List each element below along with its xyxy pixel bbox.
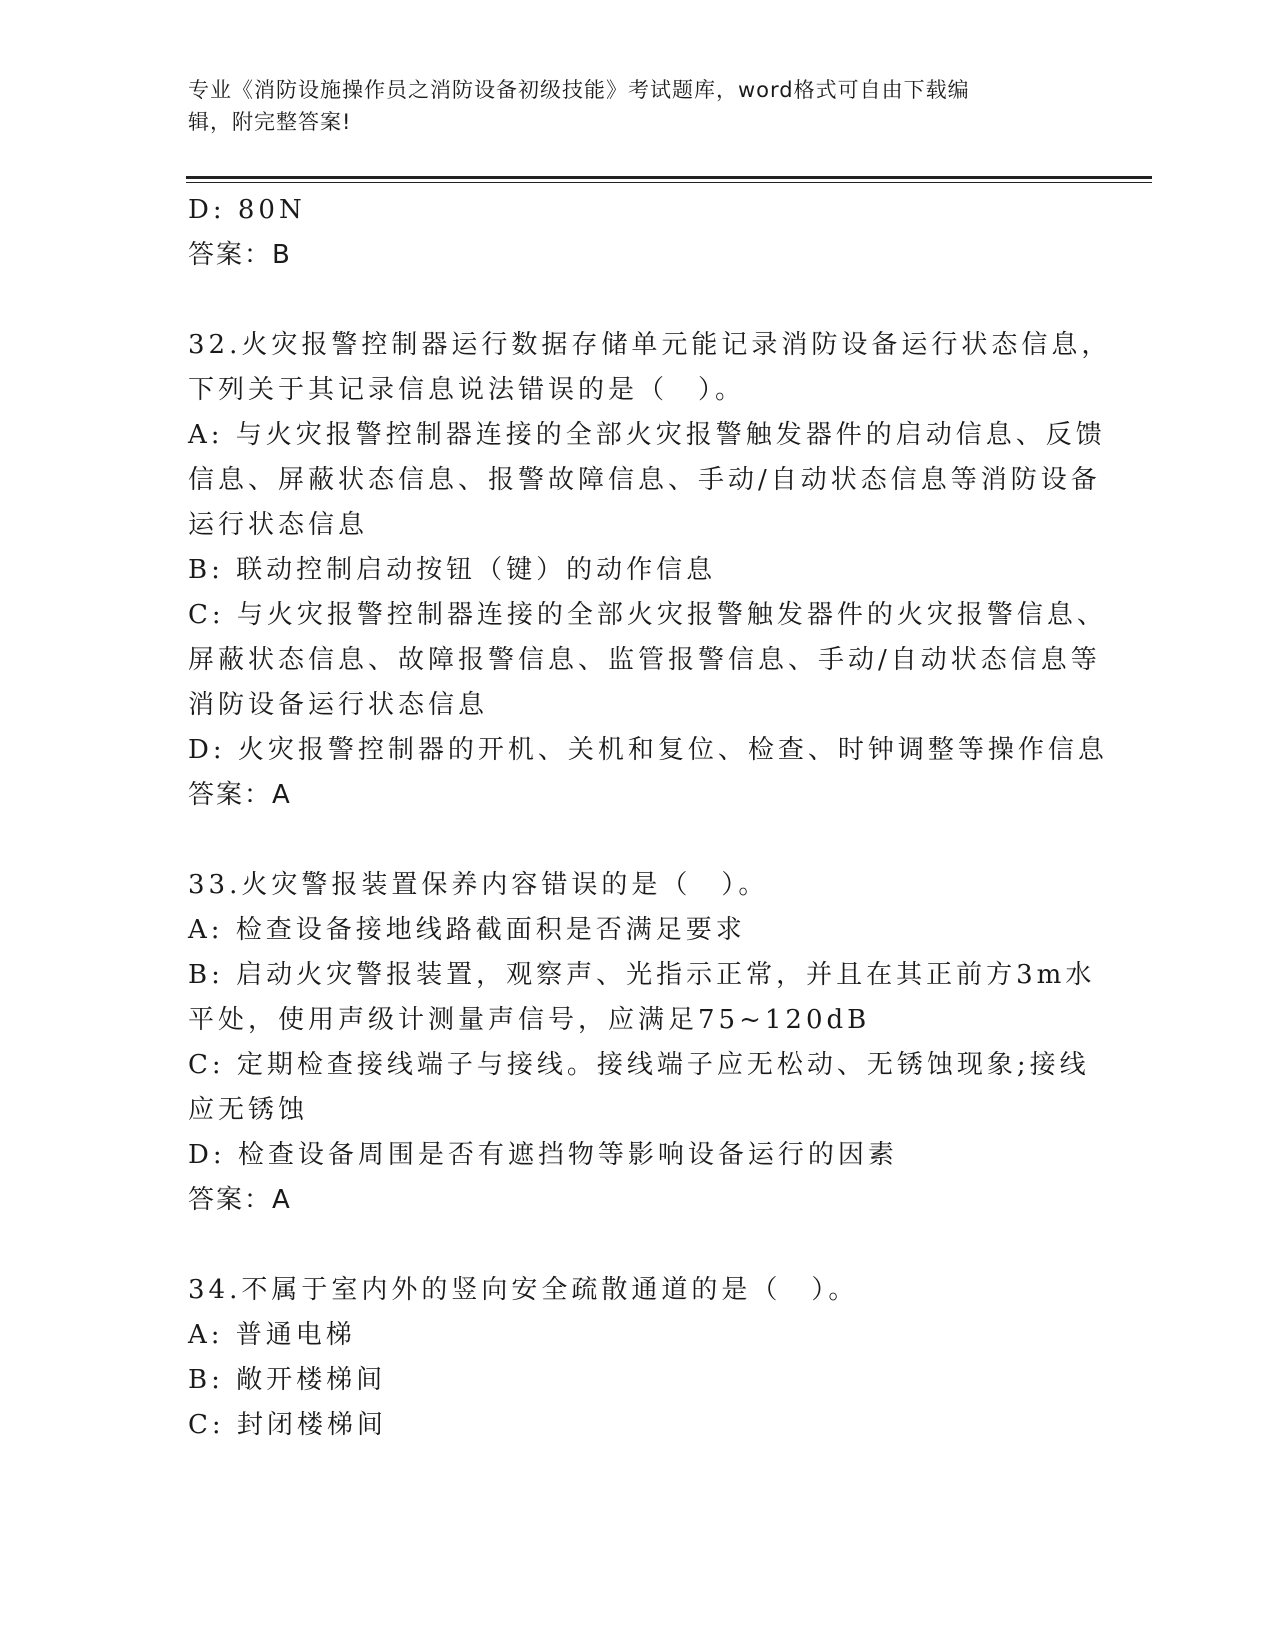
option-d: D: 火灾报警控制器的开机、关机和复位、检查、时钟调整等操作信息 <box>188 735 1108 765</box>
previous-question-tail <box>188 188 1088 278</box>
option-a: 信息、屏蔽状态信息、报警故障信息、手动/自动状态信息等消防设备 <box>188 465 1101 495</box>
option-a: A: 与火灾报警控制器连接的全部火灾报警触发器件的启动信息、反馈 <box>188 420 1106 450</box>
header-line-1: 专业《消防设施操作员之消防设备初级技能》考试题库，word格式可自由下载编 <box>188 78 970 102</box>
option-d: D: 80N <box>188 195 306 225</box>
document-body <box>188 188 1112 1448</box>
question-stem: 32.火灾报警控制器运行数据存储单元能记录消防设备运行状态信息， <box>188 330 1112 360</box>
option-c: C: 与火灾报警控制器连接的全部火灾报警触发器件的火灾报警信息、 <box>188 600 1107 630</box>
option-c: 应无锈蚀 <box>188 1095 309 1125</box>
option-a: A: 普通电梯 <box>188 1320 356 1350</box>
spacer <box>188 818 1088 863</box>
option-c: C: 定期检查接线端子与接线。接线端子应无松动、无锈蚀现象;接线 <box>188 1050 1090 1080</box>
option-c: 消防设备运行状态信息 <box>188 690 489 720</box>
question-stem: 34.不属于室内外的竖向安全疏散通道的是（ ）。 <box>188 1275 859 1305</box>
answer-line: 答案：B <box>188 240 292 270</box>
question-32 <box>188 323 1112 818</box>
answer-line: 答案：A <box>188 1185 292 1215</box>
document-header <box>188 74 1068 138</box>
header-line-2: 辑，附完整答案! <box>188 110 352 134</box>
option-a: A: 检查设备接地线路截面积是否满足要求 <box>188 915 746 945</box>
option-b: B: 启动火灾警报装置，观察声、光指示正常，并且在其正前方3m水 <box>188 960 1096 990</box>
question-33 <box>188 863 1096 1223</box>
option-b: B: 联动控制启动按钮（键）的动作信息 <box>188 555 717 585</box>
option-b: 平处，使用声级计测量声信号，应满足75~120dB <box>188 1005 871 1035</box>
spacer <box>188 1223 1088 1268</box>
option-a: 运行状态信息 <box>188 510 369 540</box>
header-divider-thin <box>186 182 1152 183</box>
option-b: B: 敞开楼梯间 <box>188 1365 387 1395</box>
option-d: D: 检查设备周围是否有遮挡物等影响设备运行的因素 <box>188 1140 898 1170</box>
option-c: 屏蔽状态信息、故障报警信息、监管报警信息、手动/自动状态信息等 <box>188 645 1101 675</box>
question-34 <box>188 1268 1088 1448</box>
answer-line: 答案：A <box>188 780 292 810</box>
header-divider-thick <box>186 176 1152 179</box>
spacer <box>188 278 1088 323</box>
question-stem: 下列关于其记录信息说法错误的是（ ）。 <box>188 375 746 405</box>
question-stem: 33.火灾警报装置保养内容错误的是（ ）。 <box>188 870 769 900</box>
option-c: C: 封闭楼梯间 <box>188 1410 387 1440</box>
